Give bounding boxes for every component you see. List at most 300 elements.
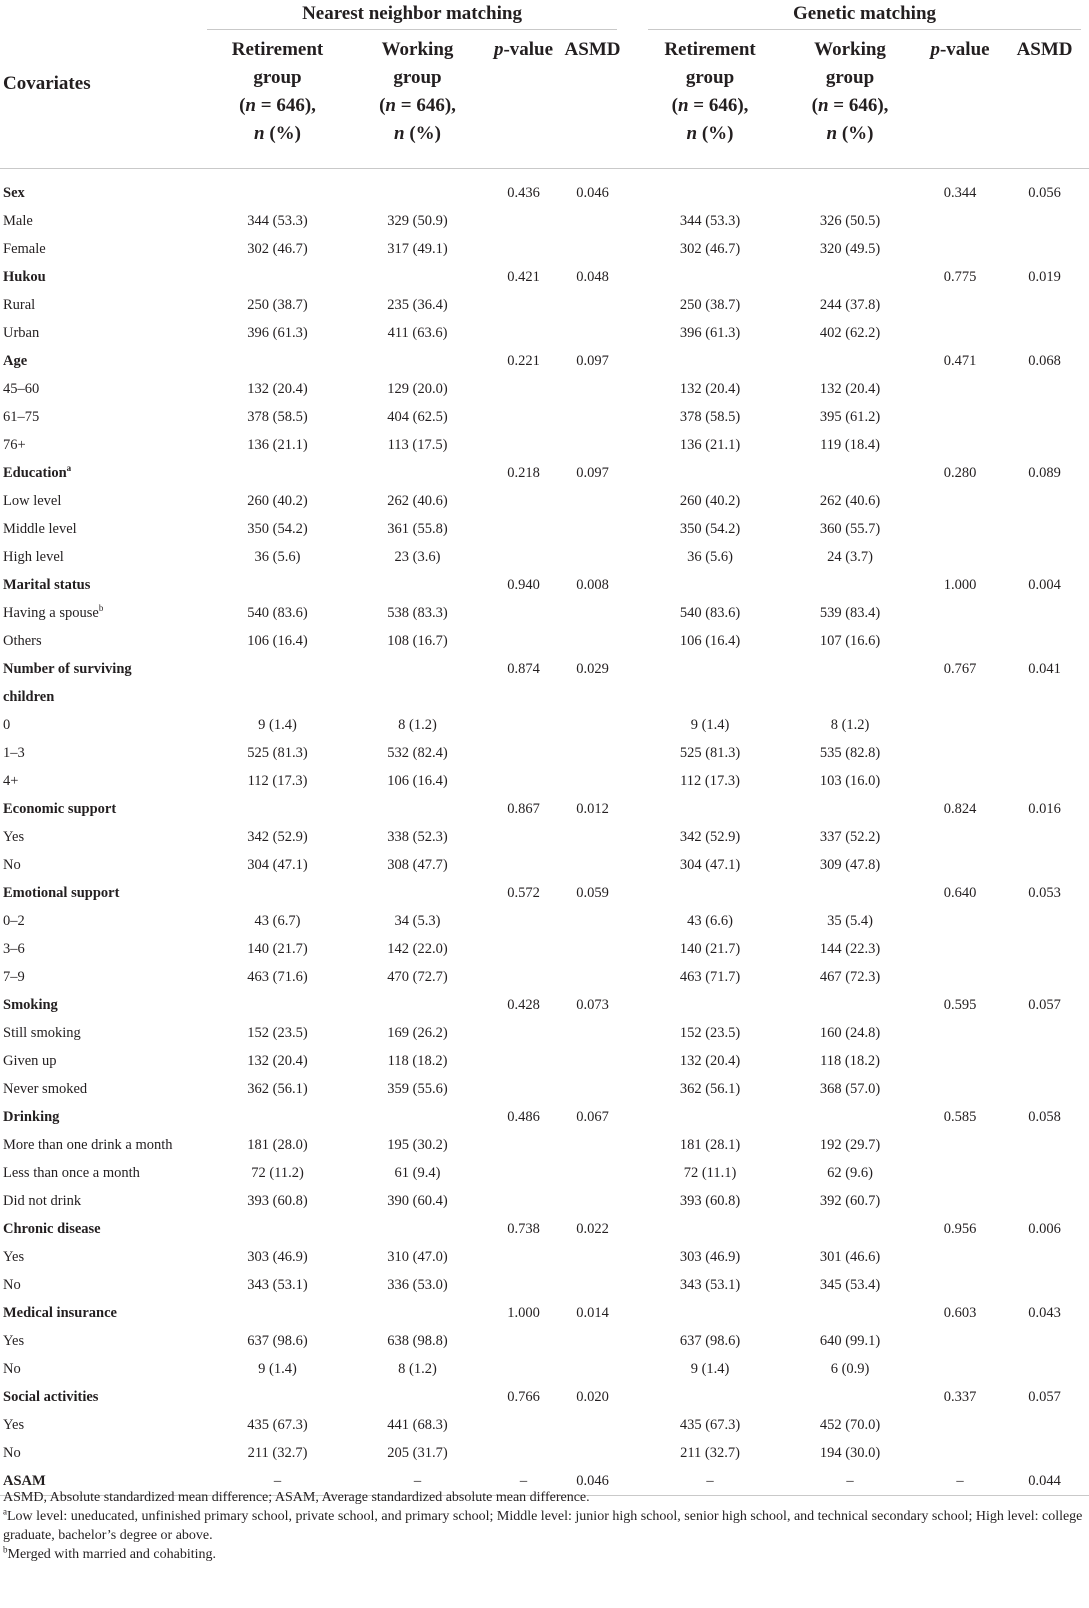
nn-asmd-cell: 0.008 xyxy=(576,576,609,593)
row-label: Still smoking xyxy=(3,1024,81,1041)
row-label: Rural xyxy=(3,296,36,313)
gm-retirement-cell: 260 (40.2) xyxy=(679,492,741,509)
gm-retirement-cell: 250 (38.7) xyxy=(679,296,741,313)
gm-asmd-cell xyxy=(1000,851,1089,879)
nn-asmd-cell xyxy=(560,319,625,347)
gm-retirement-cell xyxy=(640,991,780,1019)
nn-asmd-cell: 0.097 xyxy=(576,352,609,369)
spacer-cell xyxy=(625,375,640,403)
gm-asmd-cell xyxy=(1000,1271,1089,1299)
nn-asmd-cell: 0.029 xyxy=(576,660,609,677)
table-row xyxy=(0,963,1089,991)
table-row xyxy=(0,375,1089,403)
gm-asmd-cell xyxy=(1000,935,1089,963)
spacer-cell xyxy=(625,459,640,487)
category-row xyxy=(0,169,1089,207)
gm-retirement-cell: 343 (53.1) xyxy=(679,1276,741,1293)
row-label: Female xyxy=(3,240,46,257)
gm-retirement-cell xyxy=(640,459,780,487)
nn-working-cell xyxy=(348,459,487,487)
nn-retirement-cell: 637 (98.6) xyxy=(247,1332,308,1349)
row-label: Low level xyxy=(3,492,62,509)
gm-asmd-cell: 0.053 xyxy=(1028,884,1061,901)
table-row xyxy=(0,1243,1089,1271)
row-label: Smoking xyxy=(3,996,58,1013)
nn-pvalue-cell xyxy=(487,823,560,851)
footnote-a: $^a$Low level: uneducated, unfinished primary school, private school, and primary school; Middle level: junior high school, senior high school, and technical secondary school; High level: college graduate, bachelor’s degree or above. xyxy=(3,1506,1083,1543)
gm-retirement-cell: 106 (16.4) xyxy=(679,632,741,649)
spacer-cell xyxy=(625,543,640,571)
spacer-cell xyxy=(625,1215,640,1243)
gm-asmd-cell: 0.044 xyxy=(1000,1467,1089,1496)
nn-pvalue-cell xyxy=(487,235,560,263)
nn-retirement-cell xyxy=(207,263,348,291)
nn-working-cell: 142 (22.0) xyxy=(387,940,448,957)
gm-working-cell xyxy=(780,683,920,711)
table-row xyxy=(0,823,1089,851)
gm-retirement-cell xyxy=(640,263,780,291)
table-row xyxy=(0,543,1089,571)
row-label: Education$^a$ xyxy=(3,462,72,481)
gm-working-cell: 8 (1.2) xyxy=(830,716,870,733)
gm-pvalue-cell xyxy=(920,235,1000,263)
table-row xyxy=(0,431,1089,459)
nn-pvalue-cell: 0.486 xyxy=(507,1108,540,1125)
nn-asmd-cell: 0.014 xyxy=(576,1304,609,1321)
nn-retirement-cell xyxy=(207,655,348,683)
nn-retirement-cell: 350 (54.2) xyxy=(247,520,308,537)
nn-asmd-cell xyxy=(560,1019,625,1047)
spacer-cell xyxy=(625,1271,640,1299)
gm-asmd-cell xyxy=(1000,515,1089,543)
spacer-cell xyxy=(625,1159,640,1187)
nn-asmd-cell xyxy=(560,487,625,515)
gm-asmd-cell: 0.006 xyxy=(1028,1220,1061,1237)
spacer-cell xyxy=(625,207,640,235)
table-row xyxy=(0,1271,1089,1299)
table-row xyxy=(0,1327,1089,1355)
gm-working-cell: 368 (57.0) xyxy=(819,1080,881,1097)
gm-retirement-cell: 525 (81.3) xyxy=(679,744,741,761)
genetic-matching-header xyxy=(640,0,1089,30)
nn-pvalue-cell: 0.738 xyxy=(507,1220,540,1237)
nn-retirement-cell xyxy=(207,459,348,487)
category-row xyxy=(0,991,1089,1019)
nn-asmd-cell: 0.097 xyxy=(576,464,609,481)
gm-retirement-cell: 36 (5.6) xyxy=(687,548,733,565)
nn-asmd-cell xyxy=(560,683,625,711)
gm-working-cell xyxy=(780,1299,920,1327)
group-title: Nearest neighbor matching xyxy=(207,0,617,30)
nn-retirement-cell: 72 (11.2) xyxy=(251,1164,304,1181)
gm-pvalue-cell xyxy=(920,1159,1000,1187)
row-label: No xyxy=(3,1444,21,1461)
spacer-cell xyxy=(625,571,640,599)
nn-retirement-cell: 540 (83.6) xyxy=(247,604,308,621)
gm-pvalue-cell xyxy=(920,1187,1000,1215)
gm-retirement-cell xyxy=(640,1215,780,1243)
spacer-cell xyxy=(625,851,640,879)
nn-retirement-cell: 302 (46.7) xyxy=(247,240,308,257)
nn-pvalue-cell xyxy=(487,963,560,991)
nn-pvalue-cell xyxy=(487,711,560,739)
row-label: ASAM xyxy=(0,1467,207,1496)
spacer-cell xyxy=(625,795,640,823)
gm-pvalue-cell xyxy=(920,683,1000,711)
row-label: Urban xyxy=(3,324,40,341)
nn-asmd-cell xyxy=(560,739,625,767)
table-row xyxy=(0,739,1089,767)
nn-working-cell: 310 (47.0) xyxy=(387,1248,448,1265)
spacer-cell xyxy=(625,1131,640,1159)
nn-pvalue-cell: 0.421 xyxy=(507,268,540,285)
footnote-abbreviations: ASMD, Absolute standardized mean difference; ASAM, Average standardized absolute mean difference. xyxy=(3,1490,590,1505)
gm-working-cell xyxy=(780,795,920,823)
gm-retirement-cell: 344 (53.3) xyxy=(679,212,741,229)
gm-working-cell: 402 (62.2) xyxy=(819,324,881,341)
nn-pvalue-cell xyxy=(487,207,560,235)
gm-pvalue-cell: 0.344 xyxy=(943,184,977,201)
gm-retirement-cell: 43 (6.6) xyxy=(687,912,733,929)
spacer-cell xyxy=(625,487,640,515)
gm-asmd-cell xyxy=(1000,907,1089,935)
nn-retirement-cell: – xyxy=(207,1467,348,1496)
nn-working-cell: 336 (53.0) xyxy=(387,1276,448,1293)
table-body xyxy=(0,169,1089,1496)
gm-asmd-cell xyxy=(1000,711,1089,739)
gm-asmd-cell xyxy=(1000,1047,1089,1075)
gm-retirement-cell: 303 (46.9) xyxy=(679,1248,741,1265)
spacer-cell xyxy=(625,627,640,655)
nn-retirement-cell: 9 (1.4) xyxy=(258,1360,297,1377)
nn-retirement-cell: 435 (67.3) xyxy=(247,1416,308,1433)
nn-retirement-cell xyxy=(207,1299,348,1327)
nn-pvalue-cell xyxy=(487,291,560,319)
nn-asmd-cell xyxy=(560,543,625,571)
spacer-cell xyxy=(625,599,640,627)
nn-pvalue-cell xyxy=(487,683,560,711)
nn-pvalue-cell xyxy=(487,1355,560,1383)
gm-working-cell: 24 (3.7) xyxy=(827,548,873,565)
gm-pvalue-cell: 0.280 xyxy=(943,464,977,481)
nn-retirement-cell: 112 (17.3) xyxy=(247,772,308,789)
nn-retirement-cell: 136 (21.1) xyxy=(247,436,308,453)
gm-pvalue-cell: 1.000 xyxy=(943,576,977,593)
gm-working-cell: 107 (16.6) xyxy=(819,632,881,649)
nn-working-cell: 361 (55.8) xyxy=(387,520,448,537)
spacer-cell xyxy=(625,1019,640,1047)
spacer-cell xyxy=(625,823,640,851)
gm-pvalue-cell xyxy=(920,1355,1000,1383)
nn-retirement-cell xyxy=(207,1383,348,1411)
category-row xyxy=(0,571,1089,599)
gm-asmd-cell: 0.089 xyxy=(1028,464,1061,481)
nn-working-cell: 129 (20.0) xyxy=(387,380,448,397)
nn-retirement-cell: 344 (53.3) xyxy=(247,212,308,229)
nn-asmd-cell xyxy=(560,907,625,935)
nn-working-cell xyxy=(348,347,487,375)
nn-asmd-cell xyxy=(560,599,625,627)
nn-asmd-cell: 0.046 xyxy=(576,184,609,201)
nn-asmd-cell xyxy=(560,935,625,963)
row-label: 7–9 xyxy=(3,968,25,985)
row-label: 61–75 xyxy=(3,408,40,425)
row-label: No xyxy=(3,1360,21,1377)
row-label: 4+ xyxy=(3,772,19,789)
nn-retirement-cell: 152 (23.5) xyxy=(247,1024,308,1041)
nn-working-header: Working group (n = 646), n (%) xyxy=(379,39,456,144)
row-label: More than one drink a month xyxy=(3,1136,173,1153)
gm-working-cell xyxy=(780,347,920,375)
nn-working-cell xyxy=(348,1383,487,1411)
nn-asmd-cell xyxy=(560,767,625,795)
table-row xyxy=(0,1439,1089,1467)
gm-asmd-cell xyxy=(1000,1075,1089,1103)
row-label: Age xyxy=(3,352,28,369)
gm-asmd-cell xyxy=(1000,1411,1089,1439)
gm-retirement-cell: 140 (21.7) xyxy=(679,940,741,957)
row-label: Economic support xyxy=(3,800,117,817)
nn-working-cell: 441 (68.3) xyxy=(387,1416,448,1433)
spacer-cell xyxy=(625,1243,640,1271)
gm-working-cell: 119 (18.4) xyxy=(820,436,880,453)
spacer-cell xyxy=(625,963,640,991)
nn-working-cell: 169 (26.2) xyxy=(387,1024,448,1041)
nn-working-cell: 195 (30.2) xyxy=(387,1136,448,1153)
nn-asmd-cell xyxy=(560,823,625,851)
nn-working-cell xyxy=(348,683,487,711)
nn-asmd-cell xyxy=(560,515,625,543)
spacer-cell xyxy=(625,1327,640,1355)
gm-asmd-cell: 0.068 xyxy=(1028,352,1061,369)
gm-asmd-cell: 0.058 xyxy=(1028,1108,1061,1125)
gm-pvalue-cell: 0.640 xyxy=(943,884,977,901)
row-label: Others xyxy=(3,632,42,649)
nn-working-cell: 359 (55.6) xyxy=(387,1080,448,1097)
nn-retirement-cell xyxy=(207,683,348,711)
gm-pvalue-cell xyxy=(920,1131,1000,1159)
gm-pvalue-cell xyxy=(920,767,1000,795)
nn-pvalue-cell xyxy=(487,1131,560,1159)
gm-working-cell: 345 (53.4) xyxy=(819,1276,881,1293)
gm-pvalue-cell: 0.603 xyxy=(943,1304,977,1321)
gm-asmd-cell: 0.004 xyxy=(1028,576,1061,593)
gm-retirement-cell: 304 (47.1) xyxy=(679,856,741,873)
row-label: Male xyxy=(3,212,33,229)
nn-pvalue-cell xyxy=(487,1159,560,1187)
nn-working-cell xyxy=(348,263,487,291)
nn-asmd-cell: 0.059 xyxy=(576,884,609,901)
nn-working-cell: 404 (62.5) xyxy=(387,408,448,425)
row-label: Given up xyxy=(3,1052,57,1069)
row-label: Drinking xyxy=(3,1108,60,1125)
nn-pvalue-cell: 0.766 xyxy=(507,1388,540,1405)
spacer-cell xyxy=(625,431,640,459)
nn-pvalue-cell: 0.436 xyxy=(507,184,540,201)
category-row xyxy=(0,683,1089,711)
gm-working-cell: 103 (16.0) xyxy=(819,772,881,789)
nn-pvalue-cell xyxy=(487,375,560,403)
gm-retirement-cell: 393 (60.8) xyxy=(679,1192,741,1209)
gm-working-cell xyxy=(780,879,920,907)
spacer-cell xyxy=(625,347,640,375)
gm-asmd-cell xyxy=(1000,683,1089,711)
nn-asmd-cell xyxy=(560,963,625,991)
nn-pvalue-cell: 0.218 xyxy=(507,464,540,481)
gm-retirement-cell xyxy=(640,1299,780,1327)
nn-retirement-cell xyxy=(207,571,348,599)
nn-asmd-cell xyxy=(560,1243,625,1271)
gm-retirement-cell: 302 (46.7) xyxy=(679,240,741,257)
nn-retirement-header: Retirement group (n = 646), n (%) xyxy=(231,39,324,144)
gm-pvalue-cell xyxy=(920,963,1000,991)
nn-retirement-cell: 463 (71.6) xyxy=(247,968,308,985)
table-row xyxy=(0,907,1089,935)
gm-pvalue-cell xyxy=(920,935,1000,963)
nn-working-cell xyxy=(348,1299,487,1327)
nn-working-cell: 108 (16.7) xyxy=(387,632,448,649)
nn-retirement-cell: 9 (1.4) xyxy=(258,716,297,733)
nn-retirement-cell: 260 (40.2) xyxy=(247,492,308,509)
nn-retirement-cell: 303 (46.9) xyxy=(247,1248,308,1265)
gm-working-cell: 6 (0.9) xyxy=(830,1360,870,1377)
nn-retirement-cell: 362 (56.1) xyxy=(247,1080,308,1097)
row-label: children xyxy=(3,688,55,705)
spacer-cell xyxy=(625,1047,640,1075)
table-row xyxy=(0,403,1089,431)
nn-working-cell: 338 (52.3) xyxy=(387,828,448,845)
nn-working-cell: 106 (16.4) xyxy=(387,772,448,789)
nn-asmd-cell xyxy=(560,711,625,739)
gm-asmd-cell xyxy=(1000,1019,1089,1047)
gm-asmd-cell xyxy=(1000,1327,1089,1355)
spacer-cell xyxy=(625,1439,640,1467)
nn-asmd-cell xyxy=(560,1159,625,1187)
row-label: Hukou xyxy=(3,268,46,285)
gm-working-cell xyxy=(780,571,920,599)
row-label: Chronic disease xyxy=(3,1220,101,1237)
gm-retirement-cell xyxy=(640,683,780,711)
gm-asmd-cell xyxy=(1000,487,1089,515)
nn-asmd-cell xyxy=(560,1411,625,1439)
nn-retirement-cell: 250 (38.7) xyxy=(247,296,308,313)
gm-pvalue-cell xyxy=(920,1075,1000,1103)
gm-pvalue-cell: 0.595 xyxy=(943,996,977,1013)
nn-asmd-cell xyxy=(560,1075,625,1103)
gm-retirement-cell xyxy=(640,347,780,375)
spacer-cell xyxy=(625,263,640,291)
nn-pvalue-cell xyxy=(487,599,560,627)
row-label: Never smoked xyxy=(3,1080,88,1097)
nn-pvalue-cell: 0.940 xyxy=(507,576,540,593)
spacer-cell xyxy=(625,935,640,963)
gm-working-cell xyxy=(780,459,920,487)
spacer-cell xyxy=(625,403,640,431)
nn-asmd-cell xyxy=(560,1355,625,1383)
table-row xyxy=(0,1355,1089,1383)
gm-working-cell xyxy=(780,1215,920,1243)
spacer-cell xyxy=(625,683,640,711)
nn-asmd-cell xyxy=(560,1271,625,1299)
spacer-cell xyxy=(625,515,640,543)
gm-asmd-cell xyxy=(1000,599,1089,627)
gm-asmd-cell xyxy=(1000,1355,1089,1383)
table-row xyxy=(0,599,1089,627)
gm-retirement-cell xyxy=(640,655,780,683)
gm-asmd-cell xyxy=(1000,1159,1089,1187)
spacer-cell xyxy=(625,879,640,907)
gm-asmd-cell xyxy=(1000,403,1089,431)
row-label: 0–2 xyxy=(3,912,25,929)
covariates-header: Covariates xyxy=(3,73,91,94)
nn-pvalue-cell: 0.874 xyxy=(507,660,540,677)
gm-retirement-cell: 342 (52.9) xyxy=(679,828,741,845)
spacer-cell xyxy=(625,991,640,1019)
gm-working-cell: 392 (60.7) xyxy=(819,1192,881,1209)
gm-working-cell: 262 (40.6) xyxy=(819,492,881,509)
table-row xyxy=(0,487,1089,515)
row-label: Yes xyxy=(3,1416,25,1433)
table-row xyxy=(0,711,1089,739)
nn-pvalue-cell: 0.221 xyxy=(507,352,540,369)
nn-pvalue-cell xyxy=(487,403,560,431)
gm-working-cell xyxy=(780,1103,920,1131)
gm-retirement-cell: 350 (54.2) xyxy=(679,520,741,537)
nn-working-cell: 538 (83.3) xyxy=(387,604,448,621)
gm-pvalue-cell xyxy=(920,403,1000,431)
gm-pvalue-cell: 0.767 xyxy=(943,660,977,677)
gm-working-cell: 320 (49.5) xyxy=(819,240,881,257)
gm-pvalue-cell xyxy=(920,1327,1000,1355)
nn-retirement-cell: 132 (20.4) xyxy=(247,1052,308,1069)
category-row xyxy=(0,1383,1089,1411)
gm-asmd-cell: 0.016 xyxy=(1028,800,1061,817)
row-label: 45–60 xyxy=(3,380,40,397)
nn-retirement-cell xyxy=(207,1103,348,1131)
gm-asmd-cell xyxy=(1000,375,1089,403)
spacer-cell xyxy=(625,1187,640,1215)
gm-asmd-header: ASMD xyxy=(1016,39,1073,60)
nn-retirement-cell: 396 (61.3) xyxy=(247,324,308,341)
nn-working-cell: 61 (9.4) xyxy=(394,1164,441,1181)
gm-working-cell: 337 (52.2) xyxy=(819,828,881,845)
gm-asmd-cell xyxy=(1000,963,1089,991)
row-label: No xyxy=(3,1276,21,1293)
spacer-cell xyxy=(625,655,640,683)
spacer-cell xyxy=(625,169,640,207)
nn-asmd-header: ASMD xyxy=(564,39,621,60)
nn-asmd-cell: 0.046 xyxy=(560,1467,625,1496)
nn-working-cell xyxy=(348,879,487,907)
nn-retirement-cell: 132 (20.4) xyxy=(247,380,308,397)
gm-pvalue-cell: 0.824 xyxy=(943,800,977,817)
spacer-cell xyxy=(625,235,640,263)
nn-pvalue-cell: 1.000 xyxy=(507,1304,540,1321)
gm-pvalue-cell xyxy=(920,599,1000,627)
group-title: Genetic matching xyxy=(648,0,1081,30)
table-row xyxy=(0,319,1089,347)
gm-working-cell xyxy=(780,991,920,1019)
gm-working-cell: 301 (46.6) xyxy=(819,1248,881,1265)
nn-asmd-cell xyxy=(560,851,625,879)
gm-working-cell: 309 (47.8) xyxy=(819,856,881,873)
nn-asmd-cell xyxy=(560,627,625,655)
gm-retirement-cell xyxy=(640,879,780,907)
table-row xyxy=(0,1047,1089,1075)
gm-asmd-cell xyxy=(1000,291,1089,319)
gm-working-cell: 35 (5.4) xyxy=(827,912,873,929)
gm-working-cell xyxy=(780,655,920,683)
